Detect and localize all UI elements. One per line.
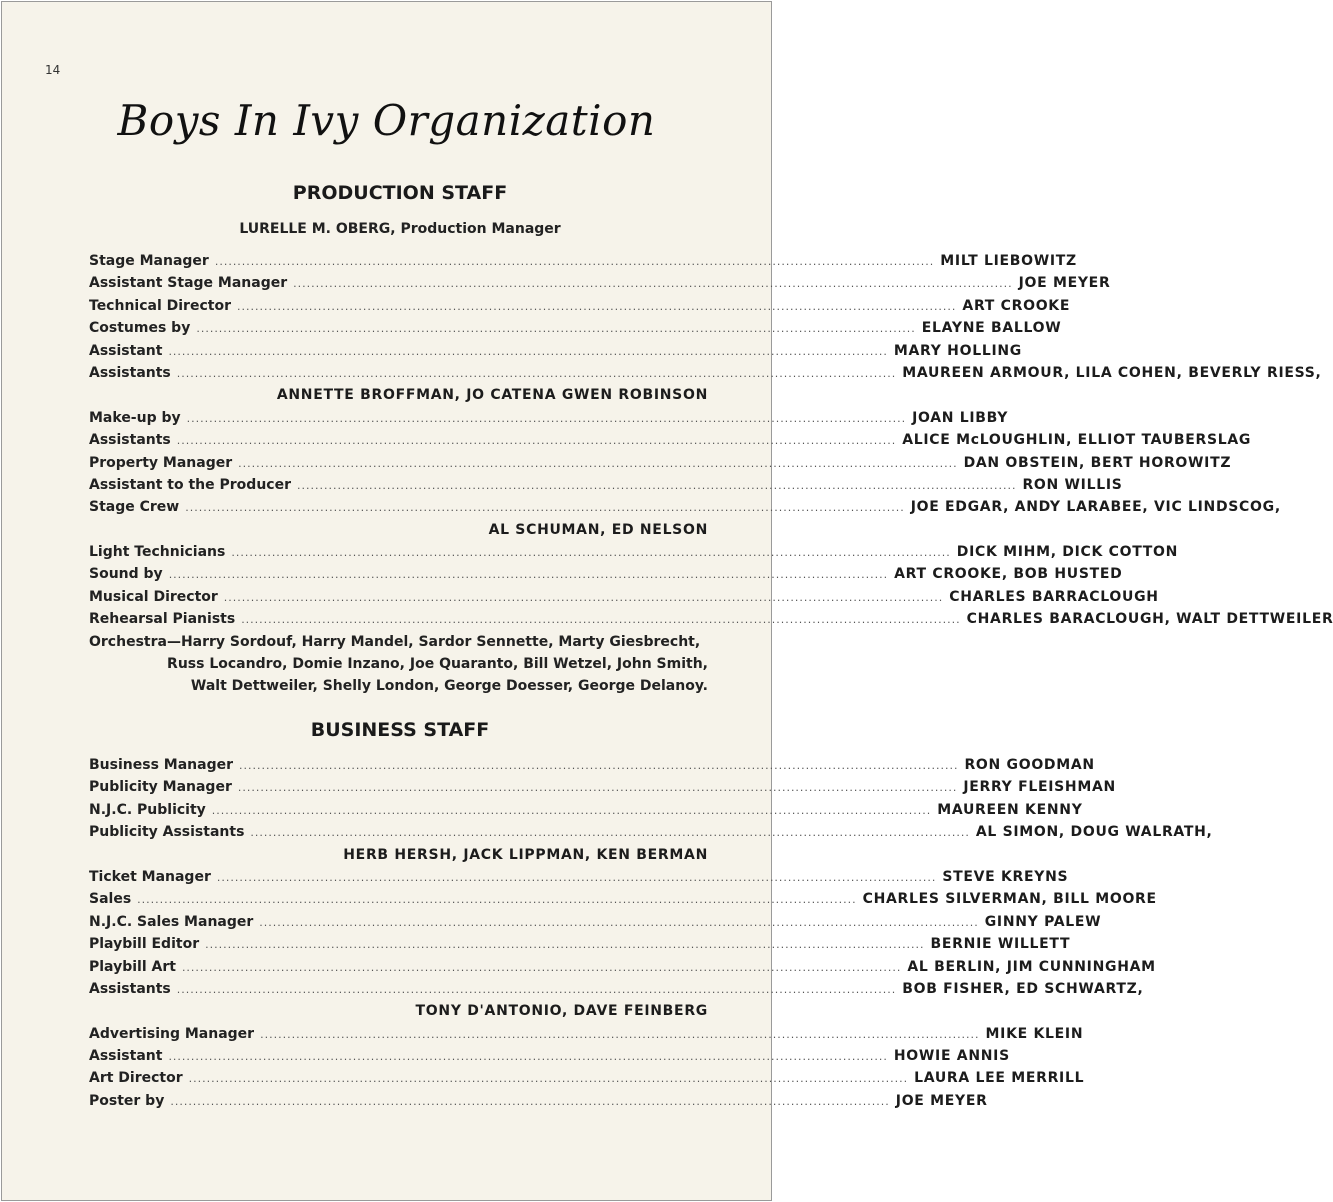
- dot-leader: ................................................................................................................................................................: [168, 1050, 888, 1064]
- staff-names: JOAN LIBBY: [912, 409, 1009, 426]
- staff-names: GINNY PALEW: [984, 913, 1102, 930]
- staff-role: Playbill Art: [89, 958, 176, 975]
- dot-leader: ................................................................................................................................................................: [216, 870, 937, 884]
- staff-role: Assistant: [89, 1048, 163, 1065]
- staff-names: MAUREEN ARMOUR, LILA COHEN, BEVERLY RIESS,: [902, 364, 1322, 381]
- dot-leader: ................................................................................................................................................................: [181, 960, 902, 974]
- staff-role: Musical Director: [89, 588, 218, 605]
- staff-row: [89, 1023, 1084, 1045]
- staff-role: Assistant Stage Manager: [89, 275, 288, 292]
- staff-role: Make-up by: [89, 409, 181, 426]
- dot-leader: ................................................................................................................................................................: [250, 826, 970, 840]
- staff-names: HOWIE ANNIS: [893, 1048, 1010, 1065]
- staff-role: N.J.C. Publicity: [89, 801, 206, 818]
- orchestra-line: Orchestra—Harry Sordouf, Harry Mandel, Sardor Sennette, Marty Giesbrecht,: [89, 633, 701, 650]
- staff-names: AL SIMON, DOUG WALRATH,: [975, 824, 1213, 841]
- dot-leader: ................................................................................................................................................................: [176, 366, 897, 380]
- staff-names: RON WILLIS: [1022, 476, 1123, 493]
- staff-row: [89, 317, 1062, 339]
- staff-names: ART CROOKE: [962, 297, 1071, 314]
- staff-role: Sales: [89, 891, 132, 908]
- business-staff-list: [89, 754, 1213, 1112]
- staff-row: [89, 1090, 988, 1112]
- business-staff-heading: BUSINESS STAFF: [310, 719, 490, 741]
- dot-leader: ................................................................................................................................................................: [196, 322, 916, 336]
- staff-row: [89, 776, 1116, 798]
- page-number: 14: [45, 63, 61, 77]
- dot-leader: ................................................................................................................................................................: [297, 478, 1017, 492]
- staff-row: [89, 888, 1157, 910]
- staff-names: JERRY FLEISHMAN: [963, 779, 1116, 796]
- staff-names: AL BERLIN, JIM CUNNINGHAM: [907, 958, 1156, 975]
- staff-row: [89, 474, 1123, 496]
- staff-names: BOB FISHER, ED SCHWARTZ,: [902, 980, 1144, 997]
- staff-names: MAUREEN KENNY: [937, 801, 1083, 818]
- dot-leader: ................................................................................................................................................................: [176, 434, 897, 448]
- dot-leader: ................................................................................................................................................................: [137, 893, 857, 907]
- staff-row: [89, 295, 1071, 317]
- staff-row: [89, 586, 1159, 608]
- staff-role: Light Technicians: [89, 544, 226, 561]
- staff-names: ALICE McLOUGHLIN, ELLIOT TAUBERSLAG: [902, 432, 1252, 449]
- staff-role: Assistants: [89, 364, 171, 381]
- staff-row: [89, 541, 1179, 563]
- production-staff-list: [89, 250, 1333, 698]
- staff-role: Stage Manager: [89, 253, 209, 269]
- staff-names: MILT LIEBOWITZ: [940, 253, 1077, 269]
- staff-row: [89, 1045, 1010, 1067]
- staff-names-continued: TONY D'ANTONIO, DAVE FEINBERG: [415, 1003, 708, 1020]
- staff-role: Technical Director: [89, 297, 231, 314]
- staff-names: ELAYNE BALLOW: [921, 320, 1062, 337]
- staff-row: [89, 978, 1144, 1000]
- staff-names: LAURA LEE MERRILL: [914, 1070, 1085, 1087]
- page-title: Boys In Ivy Organization: [117, 96, 656, 145]
- staff-row: [89, 956, 1156, 978]
- orchestra-line-continued: Walt Dettweiler, Shelly London, George Doesser, George Delanoy.: [190, 678, 708, 695]
- dot-leader: ................................................................................................................................................................: [205, 938, 925, 952]
- staff-role: Assistants: [89, 980, 171, 997]
- staff-row: [89, 563, 1123, 585]
- staff-role: Ticket Manager: [89, 868, 211, 885]
- staff-role: Sound by: [89, 566, 163, 583]
- dot-leader: ................................................................................................................................................................: [231, 546, 951, 560]
- staff-names: DICK MIHM, DICK COTTON: [956, 544, 1179, 561]
- staff-role: Publicity Assistants: [89, 824, 245, 841]
- dot-leader: ................................................................................................................................................................: [237, 781, 958, 795]
- production-staff-heading: PRODUCTION STAFF: [292, 182, 508, 204]
- staff-role: Poster by: [89, 1092, 165, 1109]
- staff-names: JOE MEYER: [1018, 275, 1111, 292]
- staff-row: [89, 754, 1095, 776]
- staff-row: [89, 272, 1111, 294]
- dot-leader: ................................................................................................................................................................: [260, 1027, 980, 1041]
- staff-role: Assistant to the Producer: [89, 476, 291, 493]
- dot-leader: ................................................................................................................................................................: [170, 1094, 890, 1108]
- dot-leader: ................................................................................................................................................................: [259, 915, 979, 929]
- dot-leader: ................................................................................................................................................................: [211, 803, 932, 817]
- staff-names: STEVE KREYNS: [942, 868, 1069, 885]
- dot-leader: ................................................................................................................................................................: [239, 759, 959, 772]
- staff-role: Assistant: [89, 342, 163, 359]
- dot-leader: ................................................................................................................................................................: [214, 255, 935, 268]
- dot-leader: ................................................................................................................................................................: [293, 277, 1013, 291]
- staff-role: Advertising Manager: [89, 1025, 255, 1042]
- orchestra-line-continued: Russ Locandro, Domie Inzano, Joe Quaranto, Bill Wetzel, John Smith,: [167, 656, 708, 673]
- staff-names: DAN OBSTEIN, BERT HOROWITZ: [963, 454, 1232, 471]
- staff-names-continued: AL SCHUMAN, ED NELSON: [488, 521, 708, 538]
- staff-names-continued: HERB HERSH, JACK LIPPMAN, KEN BERMAN: [343, 846, 708, 863]
- staff-names: CHARLES SILVERMAN, BILL MOORE: [862, 891, 1157, 908]
- staff-role: Art Director: [89, 1070, 183, 1087]
- staff-role: Stage Crew: [89, 499, 180, 516]
- dot-leader: ................................................................................................................................................................: [185, 501, 905, 515]
- staff-role: Business Manager: [89, 757, 233, 773]
- staff-row: [89, 608, 1333, 630]
- staff-names: JOE MEYER: [895, 1092, 988, 1109]
- staff-row: [89, 362, 1322, 384]
- staff-names-continued: ANNETTE BROFFMAN, JO CATENA GWEN ROBINSON: [276, 387, 708, 404]
- staff-row: [89, 452, 1232, 474]
- staff-row: [89, 407, 1009, 429]
- staff-role: Costumes by: [89, 320, 191, 337]
- staff-role: Property Manager: [89, 454, 233, 471]
- staff-row: [89, 1067, 1085, 1089]
- staff-row: [89, 496, 1281, 518]
- staff-row: [89, 911, 1102, 933]
- staff-row: [89, 866, 1069, 888]
- staff-row: [89, 429, 1252, 451]
- staff-row: [89, 821, 1213, 843]
- staff-names: ART CROOKE, BOB HUSTED: [894, 566, 1123, 583]
- dot-leader: ................................................................................................................................................................: [223, 590, 944, 604]
- dot-leader: ................................................................................................................................................................: [241, 613, 961, 627]
- staff-names: CHARLES BARRACLOUGH: [949, 588, 1159, 605]
- staff-names: MIKE KLEIN: [985, 1025, 1084, 1042]
- production-manager-line: LURELLE M. OBERG, Production Manager: [239, 221, 561, 237]
- staff-row: [89, 340, 1022, 362]
- staff-names: RON GOODMAN: [964, 757, 1095, 773]
- dot-leader: ................................................................................................................................................................: [168, 344, 888, 358]
- dot-leader: ................................................................................................................................................................: [186, 411, 907, 425]
- dot-leader: ................................................................................................................................................................: [168, 568, 889, 582]
- dot-leader: ................................................................................................................................................................: [238, 456, 958, 470]
- staff-role: Publicity Manager: [89, 779, 232, 796]
- staff-role: Assistants: [89, 432, 171, 449]
- staff-names: BERNIE WILLETT: [930, 936, 1071, 953]
- staff-role: N.J.C. Sales Manager: [89, 913, 254, 930]
- staff-names: JOE EDGAR, ANDY LARABEE, VIC LINDSCOG,: [910, 499, 1281, 516]
- dot-leader: ................................................................................................................................................................: [236, 299, 957, 313]
- program-page: [1, 1, 1333, 1201]
- staff-names: CHARLES BARACLOUGH, WALT DETTWEILER: [966, 611, 1333, 628]
- staff-names: MARY HOLLING: [893, 342, 1022, 359]
- staff-row: [89, 799, 1083, 821]
- staff-row: [89, 250, 1077, 272]
- staff-role: Rehearsal Pianists: [89, 611, 236, 628]
- staff-role: Playbill Editor: [89, 936, 200, 953]
- staff-row: [89, 933, 1071, 955]
- dot-leader: ................................................................................................................................................................: [188, 1072, 909, 1086]
- dot-leader: ................................................................................................................................................................: [176, 982, 897, 996]
